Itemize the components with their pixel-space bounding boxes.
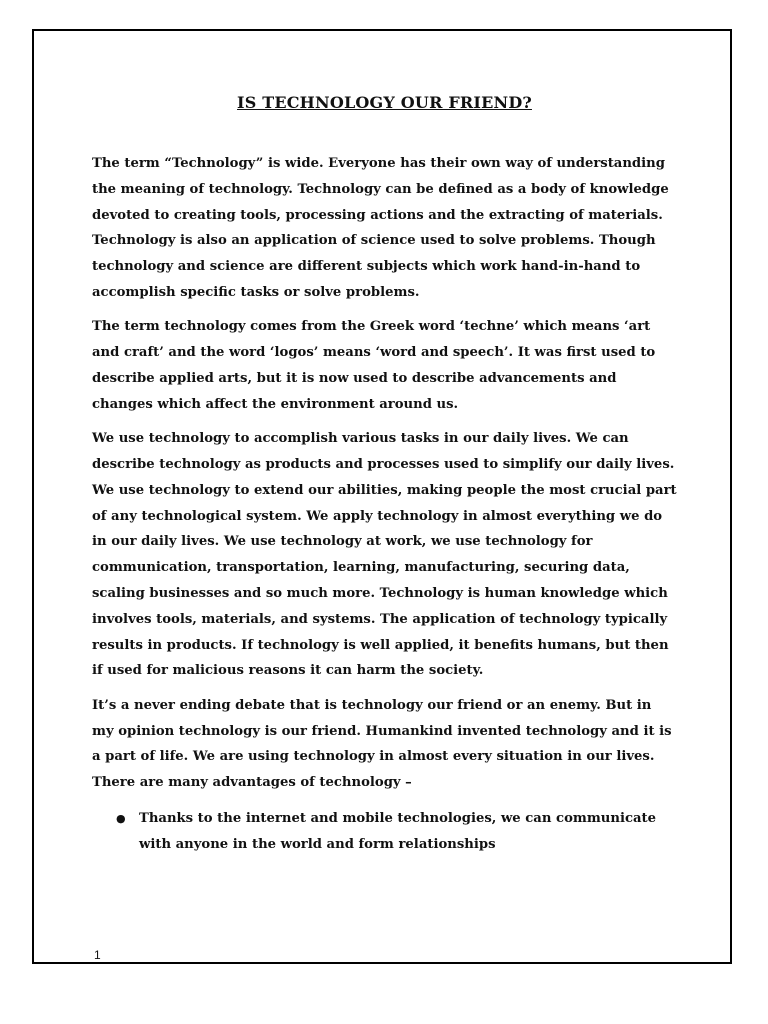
document-body: [92, 93, 677, 858]
paragraph-opinion: It’s a never ending debate that is technology our friend or an enemy. But in my opinion technology is our friend. Humankind invented technology and it is a part of life. We are using technology in almost every situation in our lives. There are many advantages of technology –: [92, 697, 672, 791]
list-item: [92, 806, 677, 858]
paragraph-etymology: The term technology comes from the Greek word ‘techne’ which means ‘art and craft’ and the word ‘logos’ means ‘word and speech’. It was first used to describe applied arts, but it is now used to describe advancements and changes which affect the environment around us.: [92, 319, 656, 412]
page-number: 1: [94, 948, 101, 962]
document-page: [32, 29, 732, 964]
paragraph-daily-use: We use technology to accomplish various tasks in our daily lives. We can describe technology as products and processes used to simplify our daily lives. We use technology to extend our abilities, making people the most crucial part of any technological system. We apply technology in almost everything we do in our daily lives. We use technology at work, we use technology for communication, transportation, learning, manufacturing, securing data, scaling businesses and so much more. Technology is human knowledge which involves tools, materials, and systems. The application of technology typically results in products. If technology is well applied, it benefits humans, but then if used for malicious reasons it can harm the society.: [92, 431, 677, 679]
bullet-icon: ●: [116, 811, 126, 825]
list-item-text: Thanks to the internet and mobile technologies, we can communicate with anyone in the world and form relationships: [139, 810, 657, 852]
paragraph-definition: The term “Technology” is wide. Everyone has their own way of understanding the meaning of technology. Technology can be defined as a body of knowledge devoted to creating tools, processing actions and the extracting of materials. Technology is also an application of science used to solve problems. Though technology and science are different subjects which work hand-in-hand to accomplish specific tasks or solve problems.: [92, 156, 669, 300]
document-title: IS TECHNOLOGY OUR FRIEND?: [237, 93, 532, 112]
advantages-list: [92, 806, 677, 858]
